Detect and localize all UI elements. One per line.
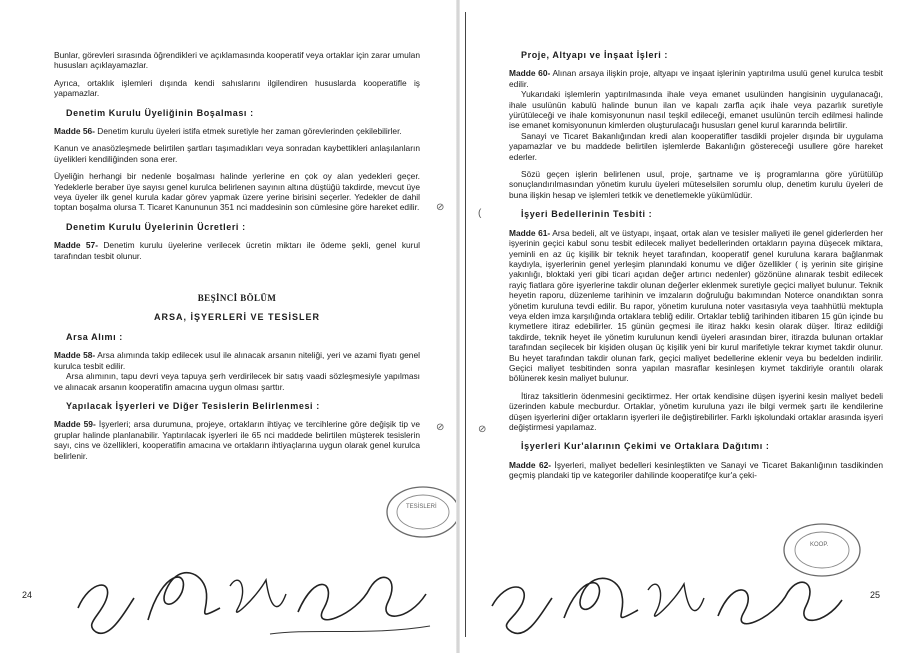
chapter-subtitle: ARSA, İŞYERLERİ VE TESİSLER bbox=[153, 311, 321, 322]
article-paragraph bbox=[509, 228, 883, 384]
article-text: Arsa bedeli, alt ve üstyapı, inşaat, ortak alan ve tesisler maliyeti ile genel giderlerden her işyerinin geçici kabul sonu tesbit edilecek maliyet bedellerinden ortakların payına düşecek miktara, yeminli en az üç kişilik bir teknik heyet tarafından, kooperatif genel kuruluna karara bağlanmak kaydıyla, işyerlerinin genel yerleşim planındaki konumu ve diğer özellikler ( iş yerinin site girişine yakınlığı, bloktaki yeri gibi ticari açıdan değer artırıcı nedenler) gözönüne alınarak tesbit edilecek rayiç fiatlara göre işyerlerine takdir olunan değerler eklenmek suretiyle geçici maliyet bulunur. Teknik heyetin raporu, düzenleme tarihinin ve imzaların doğruluğu bakımından Noterce onandıktan sonra yönetim kuruluna tevdi edilir. Bu rapor, yönetim kuruluna noter vasıtasıyla veya taahhütlü mektupla veya elden imza karşılığında ortaklara tebliğ edilir. Ortaklar tebliğ tarihinden itibaren 15 gün içinde bu kıymetlere itiraz edebilirler. 15 günün geçmesi ile itiraz hakkı kesin olarak düşer. İtiraz edildiği takdirde, teknik heyet ile yönetim kurulunun kendi üyeleri arasından birer, itirazda bulunan ortaklar tarafından seçilecek bir kişiden oluşan üç kişilik yeni bir kurul marifetiyle tekrar kıymet takdir olunur. Bu heyet tarafından takdir olunan fark, geçici maliyet bedellerine eklenir veya bu bedelden indirilir. Geçici maliyet tesbitinden sonra yapılan masraflar kesinleşen kıymet takdiriyle orantılı olarak bölünerek kesin maliyet bulunur. bbox=[509, 227, 883, 384]
article-paragraph bbox=[54, 126, 420, 136]
article-text: İşyerleri, maliyet bedelleri kesinleştikten ve Sanayi ve Ticaret Bakanlığının tasdikinden geçmiş plandaki tip ve kategoriler dahilinde kooperatifçe kur'a çeki- bbox=[509, 459, 883, 481]
body-paragraph: Sözü geçen işlerin belirlenen usul, proje, şartname ve iş programlarına göre yürütülüp sonuçlandırılmasından yönetim kurulu üyeleri müteselsilen sorumlu olup, denetim kurulu üyeleri de buna ilişkin hesap ve işlemleri tetkik ve denetlemekle yükümlüdür. bbox=[509, 169, 883, 200]
body-paragraph: İtiraz taksitlerin ödenmesini geciktirmez. Her ortak kendisine düşen işyerini kesin maliyet bedeli üzerinden kabule mecburdur. Ortaklar, yönetim kuruluna yazı ile bilgi vermek şartı ile kendilerine düşen işyerlerini diğer ortakların işyerleri ile değiştirebilirler. Farklı işkolundaki ortaklar arasında işyeri değiştirmesi yapılamaz. bbox=[509, 390, 883, 432]
body-paragraph: Üyeliğin herhangi bir nedenle boşalması halinde yerlerine en çok oy alan yedekleri geçer. Yedeklerle beraber üye sayısı genel kurulca belirlenen sayının altına düştüğü takdirde, mevcut üye veya üyeler ilk genel kurula kadar görev yapmak üzere yerine birisini seçerler. Yedekler de dahil toptan boşalma olursa T. Ticaret Kanununun 351 nci maddesinin son cümlesine göre hareket edilir. bbox=[54, 171, 420, 213]
article-text: Arsa alımında takip edilecek usul ile alınacak arsanın niteliği, yeri ve azami fiyatı genel kurulca tesbit edilir. bbox=[54, 350, 420, 371]
chapter-title: BEŞİNCİ BÖLÜM bbox=[197, 293, 277, 304]
article-text: Denetim kurulu üyelerine verilecek ücretin miktarı ile ödeme şekli, genel kurul tarafından tesbit olunur. bbox=[54, 240, 420, 261]
section-heading: İşyerleri Kur'alarının Çekimi ve Ortaklara Dağıtımı : bbox=[521, 441, 770, 452]
section-heading: Yapılacak İşyerleri ve Diğer Tesislerin Belirlenmesi : bbox=[66, 400, 320, 411]
article-label: Madde 60- bbox=[509, 68, 551, 79]
page-number-right: 25 bbox=[870, 590, 881, 600]
article-paragraph bbox=[54, 240, 420, 261]
article-label: Madde 61- bbox=[509, 227, 551, 238]
article-label: Madde 57- bbox=[54, 240, 98, 251]
right-text-column bbox=[509, 50, 883, 488]
margin-mark: ⊘ bbox=[478, 424, 487, 435]
page-number-left: 24 bbox=[22, 590, 33, 600]
margin-mark: ⊘ bbox=[436, 202, 445, 213]
article-text: Alınan arsaya ilişkin proje, altyapı ve inşaat işlerinin yaptırılma usulü genel kurulca tesbit edilir. bbox=[509, 68, 883, 89]
article-paragraph bbox=[509, 68, 883, 89]
round-seal-stamp bbox=[384, 484, 462, 540]
section-heading: Denetim Kurulu Üyeliğinin Boşalması : bbox=[66, 107, 254, 118]
article-label: Madde 62- bbox=[509, 459, 552, 470]
article-paragraph bbox=[509, 460, 883, 481]
section-heading: İşyeri Bedellerinin Tesbiti : bbox=[521, 209, 653, 220]
body-paragraph: Kanun ve anasözleşmede belirtilen şartları taşımadıkları veya sonradan kaybettikleri anlaşılanların üyelikleri kendiliğinden sona erer. bbox=[54, 143, 420, 164]
body-paragraph: Ayrıca, ortaklık işlemleri dışında kendi sahıslarını ilgilendiren hususlarda kooperatifle iş yapamazlar. bbox=[54, 77, 420, 99]
section-heading: Arsa Alımı : bbox=[66, 331, 123, 342]
section-heading: Proje, Altyapı ve İnşaat İşleri : bbox=[521, 50, 669, 60]
article-paragraph bbox=[54, 419, 420, 461]
body-paragraph: Yukarıdaki işlemlerin yaptırılmasında ihale veya emanet usulünden hangisinin uygulanacağı, ihale usulünün kabulü halinde bunun ilan ve kapalı zarfla açık ihale veya pazarlık suretiyle yürütüleceği ve ihale komisyonunun nasıl teşkil edileceği, emanet usulünün tercih edilmesi halinde ise emanet komisyonunun kimlerden oluşturulacağı hususları genel kurul kararında belirtilir. bbox=[509, 89, 883, 131]
article-text: Denetim kurulu üyeleri istifa etmek suretiyle her zaman görevlerinden çekilebilirler. bbox=[94, 126, 402, 137]
book-spine bbox=[456, 0, 460, 653]
svg-text:TESİSLERİ: TESİSLERİ bbox=[406, 504, 437, 510]
body-paragraph: Bunlar, görevleri sırasında öğrendikleri ve açıklamasında kooperatif veya ortaklar için zarar umulan hususları açıklayamazlar. bbox=[54, 50, 420, 71]
article-paragraph bbox=[54, 350, 420, 371]
margin-mark: ⊘ bbox=[436, 422, 445, 433]
svg-text:KOOP.: KOOP. bbox=[810, 542, 829, 548]
left-text-column bbox=[54, 50, 420, 468]
right-page bbox=[462, 0, 900, 653]
body-paragraph: Sanayi ve Ticaret Bakanlığından kredi alan kooperatifler tasdikli projeler dışında bir uygulama yapamazlar ve bu maddede belirtilen işlemlerde Bakanlığın göstereceği usullere göre hareket ederler. bbox=[509, 130, 883, 162]
section-heading: Denetim Kurulu Üyelerinin Ücretleri : bbox=[66, 221, 246, 232]
article-text: İşyerleri; arsa durumuna, projeye, ortakların ihtiyaç ve tercihlerine göre değişik tip ve gruplar halinde planlanabilir. Yaptırılacak işyerleri ile 65 nci maddede belirtilen müşterek tesislerin sayı, cins ve özellikleri, kooperatifin amacına ve ortakların ihtiyaçlarına uygun olarak genel kurulca belirlenir. bbox=[54, 419, 420, 461]
article-label: Madde 58- bbox=[54, 350, 96, 361]
article-label: Madde 56- bbox=[54, 126, 95, 137]
article-label: Madde 59- bbox=[54, 419, 96, 430]
margin-mark: ( bbox=[478, 208, 482, 219]
body-paragraph: Arsa alımının, tapu devri veya tapuya şerh verdirilecek bir satış vaadi sözleşmesiyle yapılması ve alınacak arsanın kooperatifin amacına uygun olması şarttır. bbox=[54, 371, 420, 392]
handwritten-signatures bbox=[482, 560, 852, 652]
handwritten-signatures bbox=[70, 550, 450, 650]
